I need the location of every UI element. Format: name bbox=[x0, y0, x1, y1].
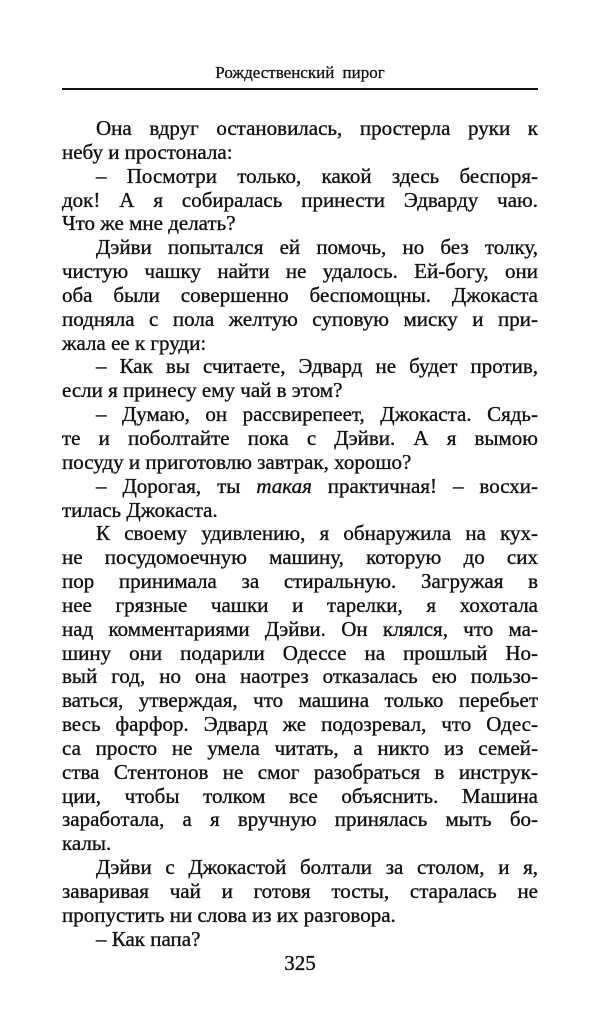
text-line: пор принимала за стиральную. Загружая в bbox=[62, 569, 538, 594]
text-line: подняла с пола желтую суповую миску и при- bbox=[62, 306, 538, 331]
text-line: Она вдруг остановилась, простерла руки к bbox=[96, 116, 538, 140]
page-number: 325 bbox=[284, 951, 316, 975]
text-line: ства Стентонов не смог разобраться в инструк- bbox=[62, 759, 538, 784]
text-line: не посудомоечную машину, которую до сих bbox=[62, 545, 538, 570]
italic-emphasis: такая bbox=[256, 473, 312, 498]
text-line: К своему удивлению, я обнаружила на кух- bbox=[96, 521, 538, 546]
text-line: вый год, но она наотрез отказалась ею пользо- bbox=[62, 664, 538, 689]
text-line: посуду и приготовлю завтрак, хорошо? bbox=[62, 449, 412, 474]
text-line: заработала, а я вручную принялась мыть бо- bbox=[62, 807, 538, 832]
text-line: чистую чашку найти не удалось. Ей-богу, они bbox=[62, 259, 538, 284]
text-line: весь фарфор. Эдвард же подозревал, что Одес- bbox=[62, 712, 538, 737]
text-line: те и поболтайте пока с Дэйви. А я вымою bbox=[62, 425, 538, 450]
header-rule bbox=[62, 88, 538, 90]
text-segment: практичная! – восхи- bbox=[311, 473, 538, 498]
text-line: ваться, утверждая, что машина только перебьет bbox=[62, 688, 538, 713]
text-line: – Думаю, он рассвирепеет, Джокаста. Сядь- bbox=[96, 402, 538, 427]
text-line: ции, чтобы толком все объяснить. Машина bbox=[62, 783, 538, 808]
text-line: – Как папа? bbox=[96, 926, 201, 951]
text-segment: – Дорогая, ты bbox=[96, 473, 257, 498]
text-line: Дэйви попытался ей помочь, но без толку, bbox=[96, 235, 538, 260]
text-line: если я принесу ему чай в этом? bbox=[62, 378, 343, 403]
text-line: – Как вы считаете, Эдвард не будет против, bbox=[96, 354, 538, 379]
text-line: заваривая чай и готовя тосты, старалась не bbox=[62, 879, 538, 903]
text-line: оба были совершенно беспомощны. Джокаста bbox=[62, 282, 538, 307]
text-line: пропустить ни слова из их разговора. bbox=[62, 902, 396, 927]
text-line: жала ее к груди: bbox=[62, 330, 207, 355]
text-line: Что же мне делать? bbox=[62, 211, 236, 236]
text-line: – Посмотри только, какой здесь беспоря- bbox=[96, 163, 538, 188]
text-line: калы. bbox=[62, 831, 112, 856]
text-line: нее грязные чашки и тарелки, я хохотала bbox=[62, 592, 538, 617]
text-line: док! А я собиралась принести Эдварду чаю. bbox=[62, 187, 538, 212]
text-line: над комментариями Дэйви. Он клялся, что ма- bbox=[62, 616, 538, 641]
text-line-with-emphasis bbox=[62, 475, 538, 499]
text-line: шину они подарили Одессе на прошлый Но- bbox=[62, 640, 538, 665]
text-line: небу и простонала: bbox=[62, 139, 233, 164]
text-line: са просто не умела читать, а никто из семей- bbox=[62, 735, 538, 760]
text-line: тилась Джокаста. bbox=[62, 497, 218, 522]
text-line: Дэйви с Джокастой болтали за столом, и я, bbox=[96, 855, 538, 880]
running-title: Рождественский пирог bbox=[215, 63, 385, 82]
page-body-text bbox=[62, 117, 538, 952]
